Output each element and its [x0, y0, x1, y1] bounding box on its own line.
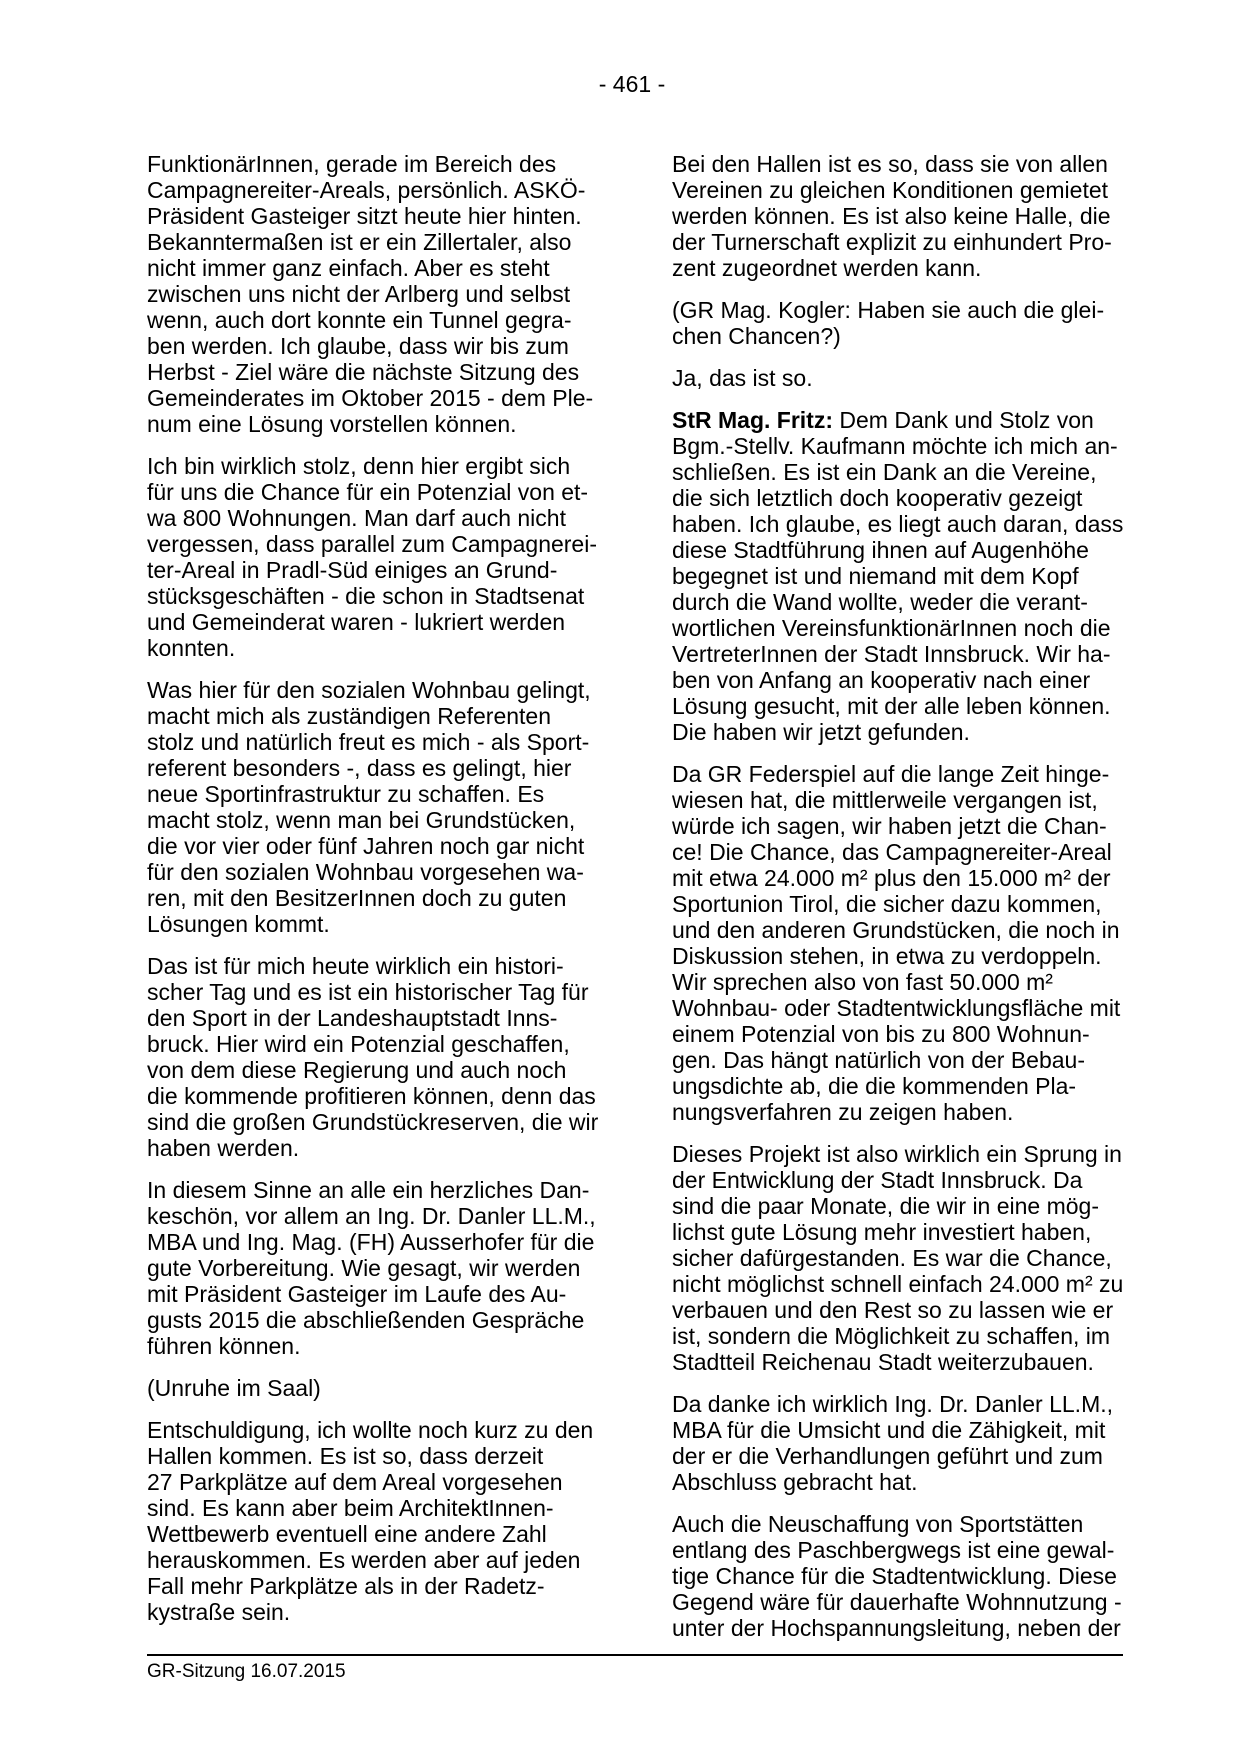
text-line: Gemeinderates im Oktober 2015 - dem Ple- [147, 385, 594, 411]
text-line: unter der Hochspannungsleitung, neben der [672, 1615, 1121, 1641]
text-line: lichst gute Lösung mehr investiert haben, [672, 1219, 1092, 1245]
column-left [147, 151, 623, 1641]
text-line: FunktionärInnen, gerade im Bereich des [147, 151, 557, 177]
text-line: Entschuldigung, ich wollte noch kurz zu den [147, 1417, 594, 1443]
text-line: Das ist für mich heute wirklich ein histori- [147, 953, 564, 979]
text-line: stücksgeschäften - die schon in Stadtsenat [147, 583, 585, 609]
paragraph [147, 953, 623, 1161]
text-line: verbauen und den Rest so zu lassen wie er [672, 1297, 1114, 1323]
text-line: zent zugeordnet werden kann. [672, 255, 982, 281]
text-line: bruck. Hier wird ein Potenzial geschaffen, [147, 1031, 570, 1057]
text-line: und Gemeinderat waren - lukriert werden [147, 609, 566, 635]
text-line: macht stolz, wenn man bei Grundstücken, [147, 807, 576, 833]
text-line: nicht möglichst schnell einfach 24.000 m² zu [672, 1271, 1124, 1297]
text-line: sicher dafürgestanden. Es war die Chance, [672, 1245, 1112, 1271]
text-line: mit etwa 24.000 m² plus den 15.000 m² der [672, 865, 1111, 891]
text-line: Abschluss gebracht hat. [672, 1469, 918, 1495]
text-line: ist, sondern die Möglichkeit zu schaffen, im [672, 1323, 1111, 1349]
text-line: (GR Mag. Kogler: Haben sie auch die glei- [672, 297, 1105, 323]
text-line: sind die großen Grundstückreserven, die wir [147, 1109, 599, 1135]
text-line: Campagnereiter-Areals, persönlich. ASKÖ- [147, 177, 586, 203]
text-line: nicht immer ganz einfach. Aber es steht [147, 255, 550, 281]
text-line: Vereinen zu gleichen Konditionen gemietet [672, 177, 1109, 203]
text-line: Da GR Federspiel auf die lange Zeit hinge- [672, 761, 1110, 787]
text-line: ter-Areal in Pradl-Süd einiges an Grund- [147, 557, 558, 583]
paragraph [147, 453, 623, 661]
text-line: ren, mit den BesitzerInnen doch zu guten [147, 885, 567, 911]
text-line: ben werden. Ich glaube, dass wir bis zum [147, 333, 569, 359]
text-line: gute Vorbereitung. Wie gesagt, wir werden [147, 1255, 581, 1281]
text-line: vergessen, dass parallel zum Campagnerei- [147, 531, 597, 557]
footer-divider [147, 1654, 1123, 1656]
text-line: mit Präsident Gasteiger im Laufe des Au- [147, 1281, 567, 1307]
text-line: Stadtteil Reichenau Stadt weiterzubauen. [672, 1349, 1094, 1375]
paragraph [672, 1391, 1148, 1495]
text-line: Dieses Projekt ist also wirklich ein Sprung in [672, 1141, 1122, 1167]
text-line: würde ich sagen, wir haben jetzt die Chan- [672, 813, 1107, 839]
text-line: wortlichen VereinsfunktionärInnen noch die [672, 615, 1111, 641]
text-line: die sich letztlich doch kooperativ gezeigt [672, 485, 1083, 511]
text-line: durch die Wand wollte, weder die verant- [672, 589, 1088, 615]
text-line: 27 Parkplätze auf dem Areal vorgesehen [147, 1469, 563, 1495]
text-line: haben werden. [147, 1135, 300, 1161]
text-line: haben. Ich glaube, es liegt auch daran, dass [672, 511, 1124, 537]
footer-session-label: GR-Sitzung 16.07.2015 [147, 1661, 346, 1682]
text-line: gusts 2015 die abschließenden Gespräche [147, 1307, 585, 1333]
text-line: begegnet ist und niemand mit dem Kopf [672, 563, 1079, 589]
text-line: und den anderen Grundstücken, die noch in [672, 917, 1120, 943]
text-line: Lösungen kommt. [147, 911, 330, 937]
text-line: entlang des Paschbergwegs ist eine gewal- [672, 1537, 1115, 1563]
text-line: stolz und natürlich freut es mich - als Sport- [147, 729, 590, 755]
text-line: Bekanntermaßen ist er ein Zillertaler, also [147, 229, 572, 255]
paragraph [672, 1511, 1148, 1641]
paragraph [672, 297, 1148, 349]
text-line: Präsident Gasteiger sitzt heute hier hinten. [147, 203, 582, 229]
text-line: VertreterInnen der Stadt Innsbruck. Wir ha- [672, 641, 1111, 667]
column-right [672, 151, 1148, 1657]
text-line: gen. Das hängt natürlich von der Bebau- [672, 1047, 1085, 1073]
text-line: Wir sprechen also von fast 50.000 m² [672, 969, 1053, 995]
text-line: Wohnbau- oder Stadtentwicklungsfläche mit [672, 995, 1121, 1021]
text-line: tige Chance für die Stadtentwicklung. Diese [672, 1563, 1117, 1589]
text-line: sind. Es kann aber beim ArchitektInnen- [147, 1495, 554, 1521]
text-line: Herbst - Ziel wäre die nächste Sitzung des [147, 359, 580, 385]
text-line: MBA für die Umsicht und die Zähigkeit, mit [672, 1417, 1106, 1443]
paragraph [672, 151, 1148, 281]
paragraph [147, 1375, 623, 1401]
text-line: ben von Anfang an kooperativ nach einer [672, 667, 1091, 693]
text-line: für uns die Chance für ein Potenzial von et- [147, 479, 589, 505]
paragraph [672, 407, 1148, 745]
text-line: wa 800 Wohnungen. Man darf auch nicht [147, 505, 566, 531]
text-line: herauskommen. Es werden aber auf jeden [147, 1547, 581, 1573]
text-line: Lösung gesucht, mit der alle leben können. [672, 693, 1111, 719]
text-line: wiesen hat, die mittlerweile vergangen ist, [672, 787, 1098, 813]
text-line: Bei den Hallen ist es so, dass sie von allen [672, 151, 1108, 177]
text-line: Gegend wäre für dauerhafte Wohnnutzung - [672, 1589, 1122, 1615]
text-line: Ja, das ist so. [672, 365, 813, 391]
paragraph [147, 151, 623, 437]
text-line: MBA und Ing. Mag. (FH) Ausserhofer für die [147, 1229, 595, 1255]
paragraph [672, 761, 1148, 1125]
text-line: chen Chancen?) [672, 323, 841, 349]
page-number: - 461 - [598, 71, 666, 97]
speaker-name: StR Mag. Fritz: [672, 407, 833, 433]
paragraph [672, 365, 1148, 391]
text-line: schließen. Es ist ein Dank an die Vereine, [672, 459, 1097, 485]
text-line: StR Mag. Fritz: Dem Dank und Stolz von [672, 407, 1094, 433]
text-line: In diesem Sinne an alle ein herzliches Dan- [147, 1177, 590, 1203]
text-line: num eine Lösung vorstellen können. [147, 411, 517, 437]
paragraph [147, 1417, 623, 1625]
text-line: kystraße sein. [147, 1599, 291, 1625]
text-line: keschön, vor allem an Ing. Dr. Danler LL.M., [147, 1203, 596, 1229]
text-line: für den sozialen Wohnbau vorgesehen wa- [147, 859, 584, 885]
text-line: von dem diese Regierung und auch noch [147, 1057, 567, 1083]
text-line: Die haben wir jetzt gefunden. [672, 719, 970, 745]
text-line: nungsverfahren zu zeigen haben. [672, 1099, 1014, 1125]
text-line: ce! Die Chance, das Campagnereiter-Areal [672, 839, 1112, 865]
text-line: die vor vier oder fünf Jahren noch gar nicht [147, 833, 585, 859]
text-line: die kommende profitieren können, denn das [147, 1083, 596, 1109]
text-line: Wettbewerb eventuell eine andere Zahl [147, 1521, 547, 1547]
text-line: Was hier für den sozialen Wohnbau gelingt, [147, 677, 591, 703]
paragraph [147, 1177, 623, 1359]
text-line: der Turnerschaft explizit zu einhundert Pro- [672, 229, 1112, 255]
text-line: macht mich als zuständigen Referenten [147, 703, 551, 729]
paragraph [672, 1141, 1148, 1375]
text-line: der er die Verhandlungen geführt und zum [672, 1443, 1103, 1469]
text-line: Sportunion Tirol, die sicher dazu kommen, [672, 891, 1102, 917]
text-line: scher Tag und es ist ein historischer Tag für [147, 979, 589, 1005]
text-line: konnten. [147, 635, 236, 661]
text-line: wenn, auch dort konnte ein Tunnel gegra- [147, 307, 572, 333]
text-line: Ich bin wirklich stolz, denn hier ergibt sich [147, 453, 571, 479]
text-line: ungsdichte ab, die die kommenden Pla- [672, 1073, 1077, 1099]
text-line: Hallen kommen. Es ist so, dass derzeit [147, 1443, 544, 1469]
text-line: Fall mehr Parkplätze als in der Radetz- [147, 1573, 545, 1599]
text-line: zwischen uns nicht der Arlberg und selbst [147, 281, 571, 307]
text-line: neue Sportinfrastruktur zu schaffen. Es [147, 781, 545, 807]
text-line: den Sport in der Landeshauptstadt Inns- [147, 1005, 558, 1031]
paragraph [147, 677, 623, 937]
text-line: diese Stadtführung ihnen auf Augenhöhe [672, 537, 1089, 563]
text-line: Bgm.-Stellv. Kaufmann möchte ich mich an- [672, 433, 1118, 459]
text-line: Da danke ich wirklich Ing. Dr. Danler LL.M., [672, 1391, 1114, 1417]
text-line: (Unruhe im Saal) [147, 1375, 321, 1401]
text-line: referent besonders -, dass es gelingt, hier [147, 755, 572, 781]
text-line: sind die paar Monate, die wir in eine mög- [672, 1193, 1100, 1219]
text-line: werden können. Es ist also keine Halle, die [672, 203, 1111, 229]
text-line: führen können. [147, 1333, 301, 1359]
text-line: Auch die Neuschaffung von Sportstätten [672, 1511, 1084, 1537]
text-line: Diskussion stehen, in etwa zu verdoppeln. [672, 943, 1102, 969]
text-line: einem Potenzial von bis zu 800 Wohnun- [672, 1021, 1090, 1047]
text-line: der Entwicklung der Stadt Innsbruck. Da [672, 1167, 1083, 1193]
